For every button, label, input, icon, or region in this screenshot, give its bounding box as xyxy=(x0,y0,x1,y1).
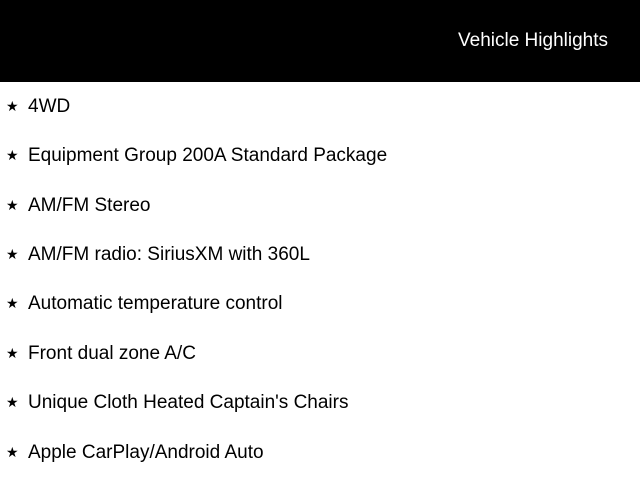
star-icon: ★ xyxy=(6,295,19,311)
list-item xyxy=(0,342,640,368)
list-item-label: Unique Cloth Heated Captain's Chairs xyxy=(28,392,349,413)
star-icon: ★ xyxy=(6,444,19,460)
list-item-label: Front dual zone A/C xyxy=(28,343,196,364)
list-item xyxy=(0,194,640,220)
list-item-label: Automatic temperature control xyxy=(28,293,283,314)
list-item xyxy=(0,144,640,170)
header-bar xyxy=(0,0,640,82)
list-item-label: Apple CarPlay/Android Auto xyxy=(28,442,264,463)
star-icon: ★ xyxy=(6,345,19,361)
list-item xyxy=(0,391,640,417)
list-item-label: 4WD xyxy=(28,96,71,117)
list-item xyxy=(0,441,640,467)
list-item-label: AM/FM radio: SiriusXM with 360L xyxy=(28,244,310,265)
list-item xyxy=(0,95,640,121)
list-item-label: Equipment Group 200A Standard Package xyxy=(28,145,388,166)
list-item xyxy=(0,292,640,318)
page-title: Vehicle Highlights xyxy=(458,30,608,51)
list-item-label: AM/FM Stereo xyxy=(28,195,151,216)
star-icon: ★ xyxy=(6,197,19,213)
highlights-list xyxy=(0,82,640,480)
star-icon: ★ xyxy=(6,246,19,262)
list-item xyxy=(0,243,640,269)
star-icon: ★ xyxy=(6,98,19,114)
star-icon: ★ xyxy=(6,147,19,163)
star-icon: ★ xyxy=(6,394,19,410)
